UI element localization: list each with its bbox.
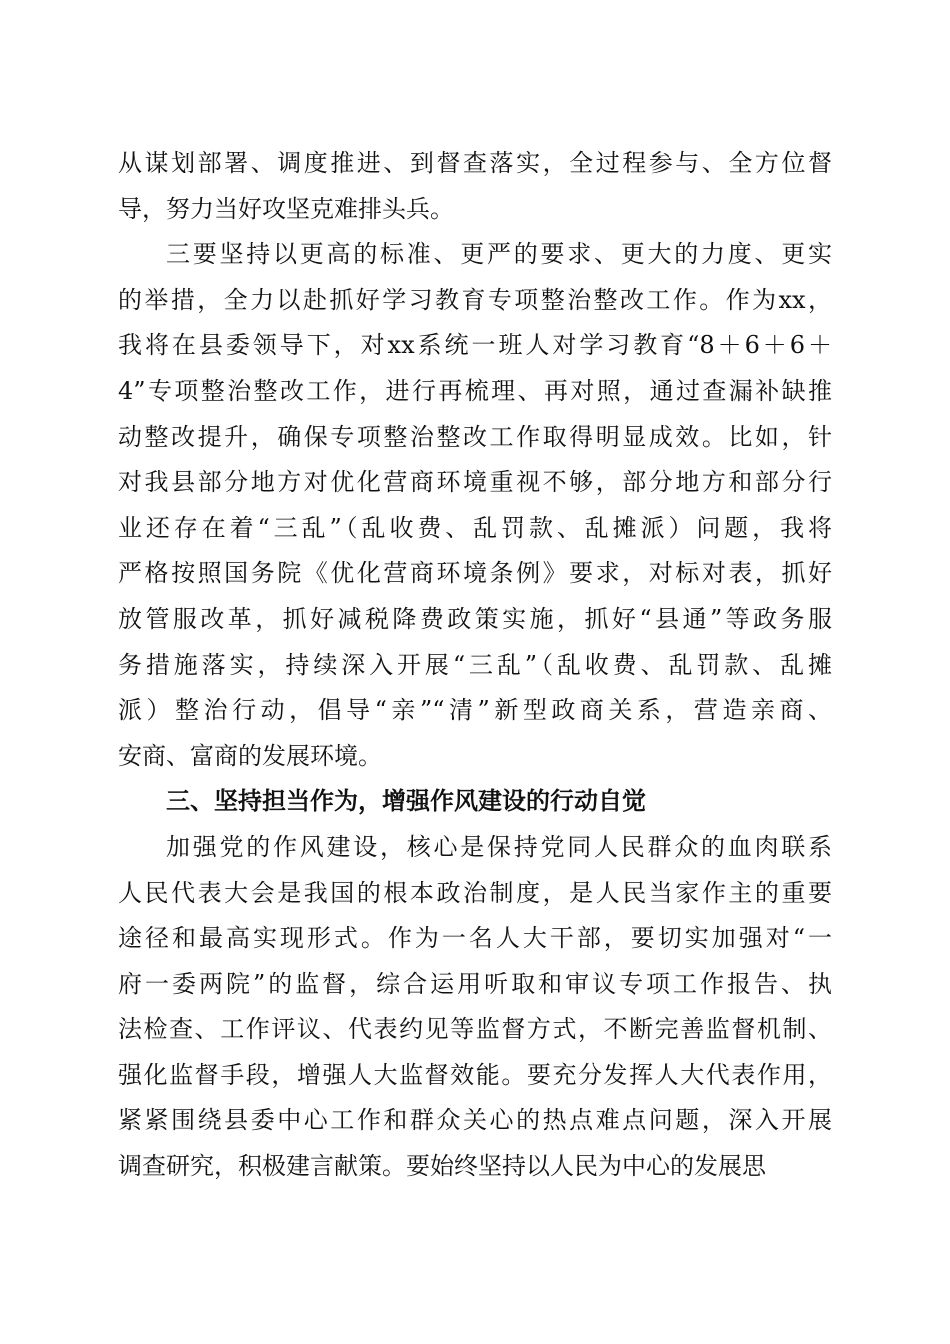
- body-paragraph: [118, 232, 832, 779]
- text-line: 放管服改革，抓好减税降费政策实施，抓好“县通”等政务服: [118, 604, 832, 633]
- text-line: 严格按照国务院《优化营商环境条例》要求，对标对表，抓好: [118, 559, 832, 588]
- document-body: [118, 141, 832, 1190]
- body-paragraph: [118, 141, 832, 232]
- text-line: 对我县部分地方对优化营商环境重视不够，部分地方和部分行: [118, 468, 832, 497]
- text-line: 4”专项整治整改工作，进行再梳理、再对照，通过查漏补缺推: [118, 376, 832, 405]
- text-line: 强化监督手段，增强人大监督效能。要充分发挥人大代表作用，: [118, 1060, 832, 1089]
- text-line: 三要坚持以更高的标准、更严的要求、更大的力度、更实: [166, 240, 832, 269]
- text-line: 导，努力当好攻坚克难排头兵。: [118, 194, 454, 223]
- text-line: 加强党的作风建设，核心是保持党同人民群众的血肉联系: [166, 832, 832, 861]
- text-line: 派）整治行动，倡导“亲”“清”新型政商关系，营造亲商、: [118, 696, 832, 725]
- text-line: 人民代表大会是我国的根本政治制度，是人民当家作主的重要: [118, 878, 832, 907]
- text-line: 途径和最高实现形式。作为一名人大干部，要切实加强对“一: [118, 924, 832, 953]
- text-line: 府一委两院”的监督，综合运用听取和审议专项工作报告、执: [118, 969, 832, 998]
- text-line: 从谋划部署、调度推进、到督查落实，全过程参与、全方位督: [118, 149, 832, 177]
- text-line: 我将在县委领导下，对xx系统一班人对学习教育“8＋6＋6＋: [118, 331, 832, 360]
- text-line: 紧紧围绕县委中心工作和群众关心的热点难点问题，深入开展: [118, 1106, 832, 1135]
- text-line: 法检查、工作评议、代表约见等监督方式，不断完善监督机制、: [118, 1015, 832, 1044]
- text-line: 动整改提升，确保专项整治整改工作取得明显成效。比如，针: [118, 422, 832, 451]
- text-line: 务措施落实，持续深入开展“三乱”（乱收费、乱罚款、乱摊: [118, 650, 832, 679]
- text-line: 的举措，全力以赴抓好学习教育专项整治整改工作。作为xx，: [118, 285, 832, 314]
- section-heading: [118, 779, 832, 825]
- text-line: 调查研究，积极建言献策。要始终坚持以人民为中心的发展思: [118, 1152, 766, 1181]
- text-line: 业还存在着“三乱”（乱收费、乱罚款、乱摊派）问题，我将: [118, 513, 832, 542]
- text-line: 安商、富商的发展环境。: [118, 741, 382, 770]
- text-line: 三、坚持担当作为，增强作风建设的行动自觉: [166, 787, 646, 816]
- body-paragraph: [118, 825, 832, 1190]
